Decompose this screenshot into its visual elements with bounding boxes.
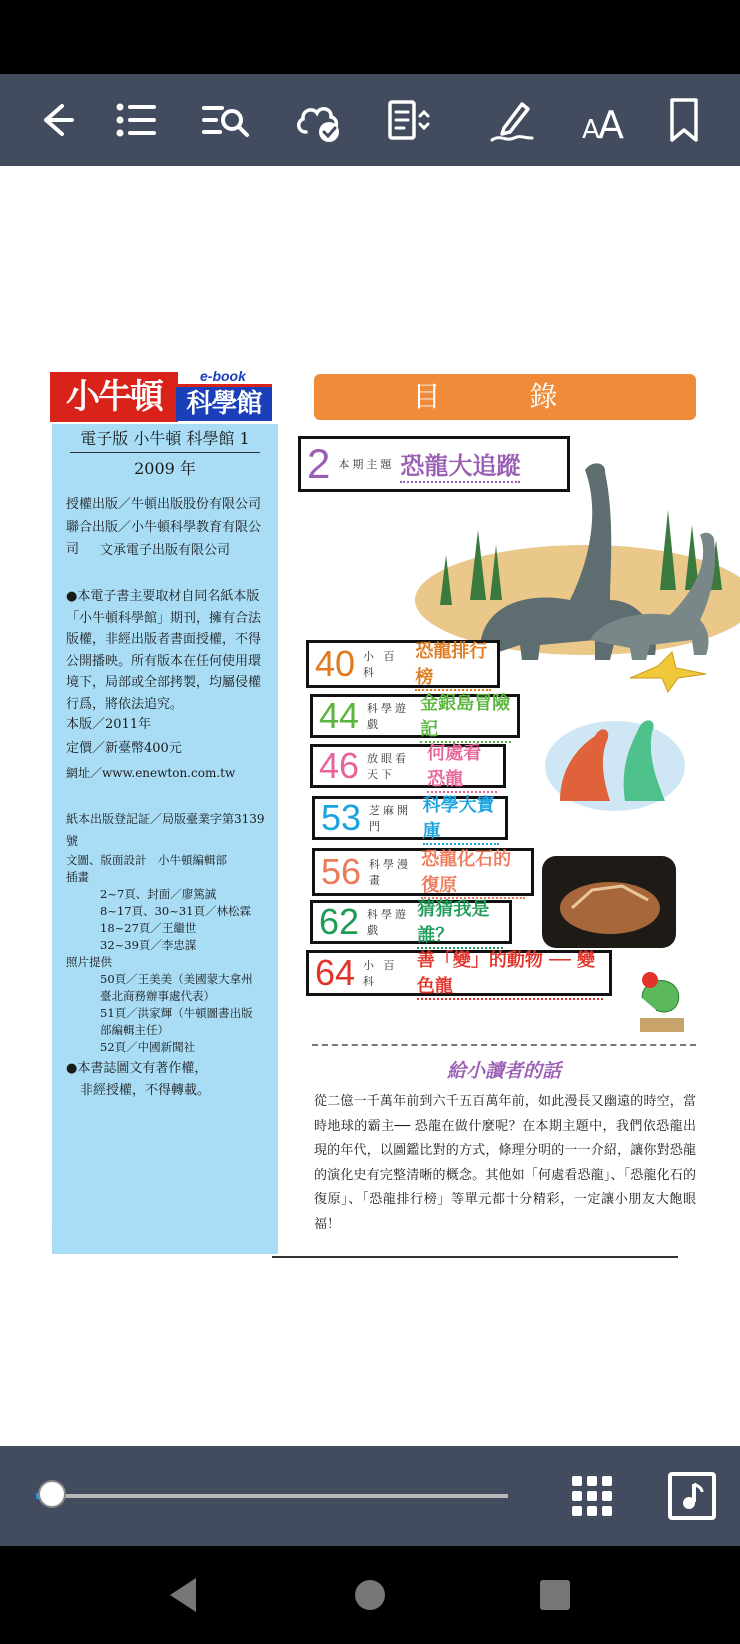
- page-slider-thumb[interactable]: [38, 1480, 66, 1508]
- toc-category: 科學漫畫: [369, 858, 412, 887]
- toc-title: 金銀島冒險記: [420, 689, 511, 743]
- toc-title: 科學大寶庫: [423, 791, 499, 845]
- fossil-photo: [542, 856, 676, 948]
- photo-credit-2: 51頁／洪家輝（牛頓圖書出版: [100, 1006, 253, 1020]
- registration-number: 紙本出版登記証／局版臺業字第3139號: [66, 812, 265, 848]
- photo-label: 照片提供: [66, 955, 112, 969]
- toc-category: 科學遊戲: [367, 702, 410, 731]
- annotate-pen-icon[interactable]: [480, 88, 544, 152]
- publisher-1: 授權出版／牛頓出版股份有限公司: [66, 497, 262, 512]
- toc-page-number: 46: [319, 745, 360, 786]
- page-layout-icon[interactable]: [376, 88, 440, 152]
- toc-title: 恐龍大追蹤: [400, 446, 520, 483]
- toc-category: 科學遊戲: [367, 908, 410, 937]
- status-bar: [0, 0, 740, 74]
- toc-category: 小 百 科: [363, 959, 398, 988]
- toc-item[interactable]: [298, 436, 570, 492]
- page-grid-icon[interactable]: [566, 1470, 618, 1522]
- reader-toolbar: [0, 74, 740, 166]
- logo-ebook-text: e-book: [200, 368, 246, 384]
- divider: [312, 1044, 696, 1046]
- toc-list-icon[interactable]: [104, 88, 168, 152]
- toc-page-number: 44: [319, 695, 360, 736]
- illustration-credit-3: 18~27頁／王繼世: [100, 921, 197, 935]
- nav-home-icon[interactable]: [345, 1570, 395, 1620]
- music-icon[interactable]: [666, 1470, 718, 1522]
- pterosaur-illustration: [628, 648, 710, 696]
- toc-page-number: 53: [321, 797, 362, 838]
- price: 定價／新臺幣400元: [66, 741, 182, 756]
- contents-heading: 目 錄: [314, 374, 696, 420]
- website-url: 網址／www.enewton.com.tw: [66, 766, 236, 780]
- reader-note-title: 給小讀者的話: [446, 1060, 561, 1082]
- toc-category: 芝麻開門: [369, 804, 412, 833]
- illustration-label: 插畫: [66, 870, 89, 884]
- page-bottom-rule: [272, 1256, 678, 1258]
- toc-item[interactable]: [310, 744, 506, 788]
- illustration-credit-1: 2~7頁、封面／廖篤誠: [100, 887, 217, 901]
- illustration-credit-2: 8~17頁、30~31頁／林松霖: [100, 904, 251, 918]
- bookmark-icon[interactable]: [652, 88, 716, 152]
- page-slider-track[interactable]: [52, 1494, 508, 1498]
- notice-line-2: 非經授權，不得轉載。: [80, 1083, 211, 1098]
- toc-page-number: 40: [315, 643, 356, 684]
- year-line: 2009 年: [134, 459, 196, 478]
- toc-item[interactable]: [306, 640, 500, 688]
- toc-item[interactable]: [306, 950, 612, 996]
- toc-title: 猜猜我是誰？: [417, 895, 503, 949]
- search-text-icon[interactable]: [194, 88, 258, 152]
- toc-page-number: 2: [307, 440, 331, 487]
- photo-credit-1: 50頁／王美美（美國蒙大拿州: [100, 972, 253, 986]
- toc-page-number: 56: [321, 851, 362, 892]
- edition-line: 電子版 小牛頓 科學館 1: [70, 428, 260, 453]
- illustration-credit-4: 32~39頁／李忠謀: [100, 938, 197, 952]
- reader-note-text: 從二億一千萬年前到六千五百萬年前，如此漫長又幽遠的時空，當時地球的霸主── 恐龍在做什麼呢？在本期主題中，我們依恐龍出現的年代，以圖鑑比對的方式，條理分明的一一介紹，讓你對恐龍的演化史有完整清晰的概念。其他如「何處看恐龍」、「恐龍化石的復原」、「恐龍排行榜」等單元都十分精彩，一定讓小朋友大飽眼福！: [314, 1094, 696, 1232]
- logo-sub-text: 科學館: [176, 384, 272, 421]
- android-nav-bar: [0, 1546, 740, 1644]
- back-arrow-icon[interactable]: [24, 88, 88, 152]
- svg-text:A: A: [582, 115, 600, 144]
- photo-credit-2b: 部編輯主任）: [100, 1023, 169, 1037]
- toc-page-number: 62: [319, 901, 360, 942]
- publisher-3: 文承電子出版有限公司: [100, 543, 231, 558]
- svg-text:A: A: [598, 103, 624, 144]
- publisher-2: 聯合出版／小牛頓科學教育有限公司: [66, 520, 262, 557]
- toy-dinosaurs-illustration: [540, 706, 690, 816]
- chameleon-illustration: [632, 958, 692, 1034]
- toc-category: 本期主題: [338, 458, 395, 471]
- toc-item[interactable]: [312, 796, 508, 840]
- logo-main-text: 小牛頓: [50, 372, 178, 422]
- cloud-sync-icon[interactable]: [286, 88, 350, 152]
- reader-bottom-bar: [0, 1446, 740, 1546]
- colophon-panel: [52, 424, 278, 1254]
- toc-page-number: 64: [315, 952, 356, 993]
- book-page[interactable]: [0, 166, 740, 1446]
- nav-recents-icon[interactable]: [530, 1570, 580, 1620]
- toc-item[interactable]: [310, 694, 520, 738]
- edition-date: 本版／2011年: [66, 717, 152, 732]
- notice-line-1: ●本書誌圖文有著作權，: [66, 1061, 208, 1076]
- toc-title: 何處看恐龍: [427, 739, 497, 793]
- photo-credit-3: 52頁／中國新聞社: [100, 1040, 196, 1054]
- font-size-icon[interactable]: [572, 88, 636, 152]
- toc-category: 小 百 科: [363, 650, 398, 679]
- toc-category: 放眼看天下: [367, 752, 410, 781]
- photo-credit-1b: 臺北商務辦事處代表）: [100, 989, 215, 1003]
- toc-title: 恐龍排行榜: [415, 637, 491, 691]
- toc-item[interactable]: [312, 848, 534, 896]
- nav-back-icon[interactable]: [160, 1570, 210, 1620]
- magazine-logo: [50, 368, 272, 422]
- toc-title: 恐龍化石的復原: [421, 845, 525, 899]
- toc-title: 善「變」的動物 ── 變色龍: [417, 946, 603, 1000]
- design-credit: 文圖、版面設計 小牛頓編輯部: [66, 853, 227, 867]
- toc-item[interactable]: [310, 900, 512, 944]
- copyright-paragraph: ●本電子書主要取材自同名紙本版「小牛頓科學館」期刊，擁有合法版權，非經出版者書面授權，不得公開播映。所有版本在任何使用環境下，局部或全部拷製，均屬侵權行爲，將依法追究。: [66, 589, 262, 712]
